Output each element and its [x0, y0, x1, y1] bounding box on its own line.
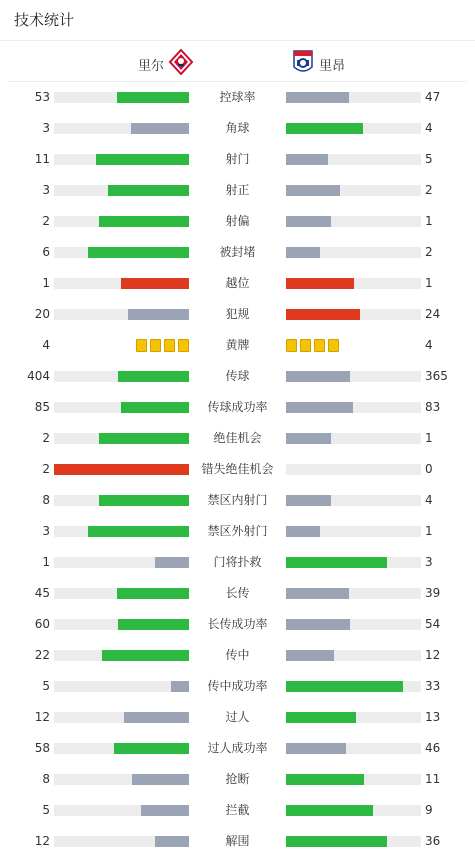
- away-value: 1: [425, 276, 433, 290]
- home-bar-fill: [121, 278, 189, 289]
- home-value: 11: [34, 152, 50, 166]
- home-value: 58: [34, 741, 50, 755]
- home-team-name: 里尔: [138, 58, 165, 74]
- home-bar-fill: [108, 185, 189, 196]
- yellow-card-icon: [300, 339, 311, 352]
- stat-label: 传球成功率: [207, 400, 268, 414]
- stat-label: 传球: [225, 369, 250, 383]
- teams-header: [8, 41, 467, 82]
- stat-label: 门将扑救: [213, 555, 262, 569]
- stat-row: [0, 144, 475, 175]
- home-bar-fill: [155, 557, 189, 568]
- stat-label: 长传成功率: [207, 617, 268, 631]
- home-value: 12: [34, 710, 50, 724]
- home-bar-track: [54, 185, 189, 196]
- page-title: 技术统计: [0, 0, 475, 41]
- home-bar-fill: [117, 92, 189, 103]
- away-value: 0: [425, 462, 433, 476]
- away-value: 13: [425, 710, 441, 724]
- away-bar-fill: [286, 495, 331, 506]
- home-value: 45: [34, 586, 50, 600]
- stat-row: [0, 547, 475, 578]
- stat-label: 射偏: [225, 214, 250, 228]
- home-bar-track: [54, 216, 189, 227]
- home-value: 53: [34, 90, 50, 104]
- away-value: 1: [425, 524, 433, 538]
- home-value: 85: [34, 400, 50, 414]
- away-value: 83: [425, 400, 441, 414]
- away-bar-track: [286, 805, 421, 816]
- home-value: 5: [42, 679, 50, 693]
- yellow-card-icon: [164, 339, 175, 352]
- stat-label: 绝佳机会: [213, 431, 262, 445]
- yellow-card-icon: [328, 339, 339, 352]
- away-bar-fill: [286, 185, 340, 196]
- home-bar-track: [54, 774, 189, 785]
- home-bar-track: [54, 247, 189, 258]
- away-bar-fill: [286, 309, 360, 320]
- home-bar-fill: [88, 247, 189, 258]
- stat-label: 黄牌: [225, 338, 250, 352]
- stat-row: [0, 237, 475, 268]
- away-bar-track: [286, 495, 421, 506]
- stat-label: 犯规: [225, 307, 250, 321]
- home-bar-track: [54, 309, 189, 320]
- away-bar-fill: [286, 743, 346, 754]
- yellow-card-icon: [314, 339, 325, 352]
- home-value: 20: [34, 307, 50, 321]
- stat-label: 射正: [225, 183, 250, 197]
- home-bar-track: [54, 650, 189, 661]
- away-bar-track: [286, 309, 421, 320]
- home-bar-track: [54, 495, 189, 506]
- away-bar-track: [286, 464, 421, 475]
- away-bar-fill: [286, 278, 354, 289]
- home-bar-track: [54, 154, 189, 165]
- away-value: 365: [425, 369, 448, 383]
- home-bar-fill: [54, 464, 189, 475]
- stat-row: [0, 826, 475, 857]
- stat-row: [0, 733, 475, 764]
- home-bar-track: [54, 278, 189, 289]
- home-bar-fill: [114, 743, 189, 754]
- away-bar-fill: [286, 712, 356, 723]
- stat-row: [0, 764, 475, 795]
- away-value: 4: [425, 121, 433, 135]
- yellow-card-icon: [136, 339, 147, 352]
- stat-row: [0, 578, 475, 609]
- home-bar-fill: [117, 588, 189, 599]
- home-value: 4: [42, 338, 50, 352]
- away-bar-track: [286, 92, 421, 103]
- stat-label: 禁区内射门: [207, 493, 268, 507]
- away-value: 39: [425, 586, 441, 600]
- away-value: 46: [425, 741, 441, 755]
- away-bar-fill: [286, 774, 364, 785]
- away-team-name: 里昂: [319, 58, 346, 74]
- away-value: 9: [425, 803, 433, 817]
- stat-row: [0, 113, 475, 144]
- away-value: 4: [425, 493, 433, 507]
- home-bar-fill: [118, 619, 189, 630]
- stat-label: 错失绝佳机会: [201, 462, 274, 476]
- lille-crest-icon: [168, 49, 194, 79]
- home-value: 6: [42, 245, 50, 259]
- stat-row: [0, 82, 475, 113]
- away-bar-track: [286, 619, 421, 630]
- away-value: 3: [425, 555, 433, 569]
- away-value: 11: [425, 772, 441, 786]
- stat-row: [0, 175, 475, 206]
- away-bar-track: [286, 433, 421, 444]
- home-value: 22: [34, 648, 50, 662]
- home-bar-fill: [132, 774, 189, 785]
- home-bar-fill: [155, 836, 189, 847]
- home-value: 2: [42, 431, 50, 445]
- home-value: 8: [42, 772, 50, 786]
- home-bar-track: [54, 92, 189, 103]
- away-value: 1: [425, 214, 433, 228]
- away-bar-track: [286, 836, 421, 847]
- away-bar-fill: [286, 681, 403, 692]
- home-value: 2: [42, 214, 50, 228]
- away-bar-fill: [286, 371, 350, 382]
- stat-row: [0, 423, 475, 454]
- home-bar-track: [54, 805, 189, 816]
- home-bar-fill: [88, 526, 189, 537]
- away-bar-track: [286, 278, 421, 289]
- yellow-card-icon: [286, 339, 297, 352]
- away-bar-fill: [286, 216, 331, 227]
- home-bar-fill: [141, 805, 189, 816]
- stat-row: [0, 268, 475, 299]
- home-bar-fill: [99, 495, 189, 506]
- stat-row: [0, 795, 475, 826]
- home-value: 404: [27, 369, 50, 383]
- away-bar-track: [286, 712, 421, 723]
- home-bar-fill: [171, 681, 189, 692]
- home-bar-track: [54, 743, 189, 754]
- away-bar-track: [286, 154, 421, 165]
- home-yellow-cards: [136, 339, 189, 352]
- stat-row: [0, 516, 475, 547]
- away-bar-fill: [286, 123, 363, 134]
- stat-row: [0, 640, 475, 671]
- home-bar-track: [54, 433, 189, 444]
- away-value: 47: [425, 90, 441, 104]
- away-bar-track: [286, 247, 421, 258]
- away-bar-track: [286, 402, 421, 413]
- home-bar-track: [54, 588, 189, 599]
- lyon-crest-icon: [292, 49, 314, 79]
- stat-label: 射门: [225, 152, 250, 166]
- stat-label: 传中: [225, 648, 250, 662]
- away-value: 5: [425, 152, 433, 166]
- home-bar-track: [54, 681, 189, 692]
- away-bar-track: [286, 774, 421, 785]
- stat-label: 拦截: [225, 803, 250, 817]
- home-bar-fill: [99, 433, 189, 444]
- away-bar-fill: [286, 433, 331, 444]
- stat-label: 越位: [225, 276, 250, 290]
- stat-row: [0, 330, 475, 361]
- stat-label: 传中成功率: [207, 679, 268, 693]
- away-bar-track: [286, 681, 421, 692]
- away-bar-track: [286, 557, 421, 568]
- away-value: 1: [425, 431, 433, 445]
- stat-label: 角球: [225, 121, 250, 135]
- away-bar-track: [286, 123, 421, 134]
- home-bar-track: [54, 402, 189, 413]
- home-value: 3: [42, 183, 50, 197]
- away-value: 12: [425, 648, 441, 662]
- away-value: 2: [425, 245, 433, 259]
- stat-label: 控球率: [219, 90, 256, 104]
- stat-row: [0, 609, 475, 640]
- home-value: 60: [34, 617, 50, 631]
- home-bar-fill: [121, 402, 189, 413]
- away-value: 2: [425, 183, 433, 197]
- stat-row: [0, 361, 475, 392]
- home-value: 1: [42, 555, 50, 569]
- stat-label: 长传: [225, 586, 250, 600]
- stat-row: [0, 392, 475, 423]
- home-value: 3: [42, 121, 50, 135]
- home-bar-fill: [118, 371, 189, 382]
- home-bar-fill: [99, 216, 189, 227]
- yellow-card-icon: [178, 339, 189, 352]
- stat-label: 过人成功率: [207, 741, 268, 755]
- home-value: 12: [34, 834, 50, 848]
- away-value: 54: [425, 617, 441, 631]
- away-bar-fill: [286, 619, 350, 630]
- away-bar-fill: [286, 154, 328, 165]
- away-team[interactable]: [292, 49, 349, 79]
- away-value: 36: [425, 834, 441, 848]
- home-bar-track: [54, 712, 189, 723]
- home-bar-fill: [102, 650, 189, 661]
- away-bar-track: [286, 185, 421, 196]
- stat-row: [0, 454, 475, 485]
- stat-row: [0, 299, 475, 330]
- away-bar-fill: [286, 526, 320, 537]
- home-bar-track: [54, 557, 189, 568]
- yellow-card-icon: [150, 339, 161, 352]
- home-value: 3: [42, 524, 50, 538]
- stats-list: [0, 82, 475, 857]
- home-bar-track: [54, 123, 189, 134]
- stat-label: 禁区外射门: [207, 524, 268, 538]
- home-bar-fill: [131, 123, 189, 134]
- home-bar-track: [54, 526, 189, 537]
- away-bar-fill: [286, 92, 349, 103]
- away-value: 33: [425, 679, 441, 693]
- away-bar-track: [286, 371, 421, 382]
- away-bar-fill: [286, 557, 387, 568]
- away-bar-fill: [286, 836, 387, 847]
- home-bar-track: [54, 464, 189, 475]
- home-value: 8: [42, 493, 50, 507]
- away-bar-track: [286, 588, 421, 599]
- home-bar-fill: [96, 154, 189, 165]
- home-bar-track: [54, 371, 189, 382]
- away-bar-track: [286, 743, 421, 754]
- stat-row: [0, 702, 475, 733]
- away-bar-fill: [286, 650, 334, 661]
- home-value: 5: [42, 803, 50, 817]
- away-bar-fill: [286, 588, 349, 599]
- home-bar-track: [54, 836, 189, 847]
- away-value: 24: [425, 307, 441, 321]
- away-bar-fill: [286, 805, 373, 816]
- stat-row: [0, 206, 475, 237]
- stat-label: 过人: [225, 710, 250, 724]
- stat-label: 抢断: [225, 772, 250, 786]
- away-bar-track: [286, 650, 421, 661]
- home-bar-track: [54, 619, 189, 630]
- stat-label: 被封堵: [219, 245, 256, 259]
- home-bar-fill: [128, 309, 189, 320]
- away-bar-track: [286, 526, 421, 537]
- away-yellow-cards: [286, 339, 339, 352]
- away-bar-track: [286, 216, 421, 227]
- home-team[interactable]: [138, 49, 194, 79]
- stat-label: 解围: [225, 834, 250, 848]
- home-value: 2: [42, 462, 50, 476]
- away-bar-fill: [286, 402, 353, 413]
- away-bar-fill: [286, 247, 320, 258]
- home-value: 1: [42, 276, 50, 290]
- away-value: 4: [425, 338, 433, 352]
- home-bar-fill: [124, 712, 189, 723]
- stat-row: [0, 485, 475, 516]
- stat-row: [0, 671, 475, 702]
